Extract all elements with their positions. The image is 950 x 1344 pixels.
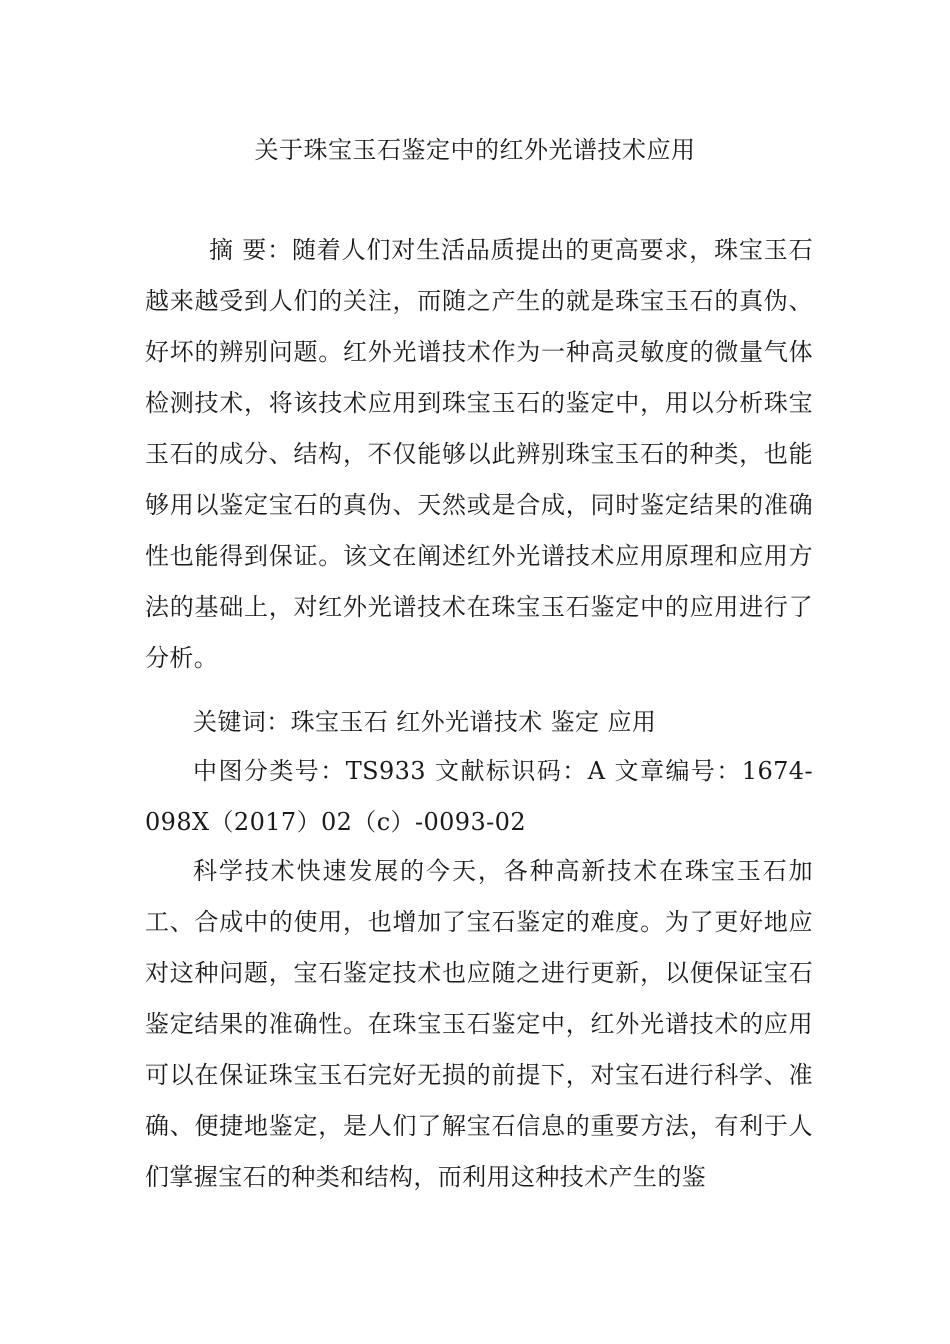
document-title: 关于珠宝玉石鉴定中的红外光谱技术应用: [254, 136, 696, 164]
abstract-paragraph: 摘 要：随着人们对生活品质提出的更高要求，珠宝玉石越来越受到人们的关注，而随之产生的就是珠宝玉石的真伪、好坏的辨别问题。红外光谱技术作为一种高灵敏度的微量气体检测技术，将该技术应用到珠宝玉石的鉴定中，用以分析珠宝玉石的成分、结构，不仅能够以此辨别珠宝玉石的种类，也能够用以鉴定宝石的真伪、天然或是合成，同时鉴定结果的准确性也能得到保证。该文在阐述红外光谱技术应用原理和应用方法的基础上，对红外光谱技术在珠宝玉石鉴定中的应用进行了分析。: [145, 236, 813, 672]
body-paragraph: 科学技术快速发展的今天，各种高新技术在珠宝玉石加工、合成中的使用，也增加了宝石鉴定的难度。为了更好地应对这种问题，宝石鉴定技术也应随之进行更新，以便保证宝石鉴定结果的准确性。在珠宝玉石鉴定中，红外光谱技术的应用可以在保证珠宝玉石完好无损的前提下，对宝石进行科学、准确、便捷地鉴定，是人们了解宝石信息的重要方法，有利于人们掌握宝石的种类和结构，而利用这种技术产生的鉴: [145, 857, 813, 1191]
keywords-line: 关键词：珠宝玉石 红外光谱技术 鉴定 应用: [193, 708, 657, 736]
classification-line: 中图分类号：TS933 文献标识码：A 文章编号：1674-098X（2017）02（c）-0093-02: [145, 757, 813, 836]
